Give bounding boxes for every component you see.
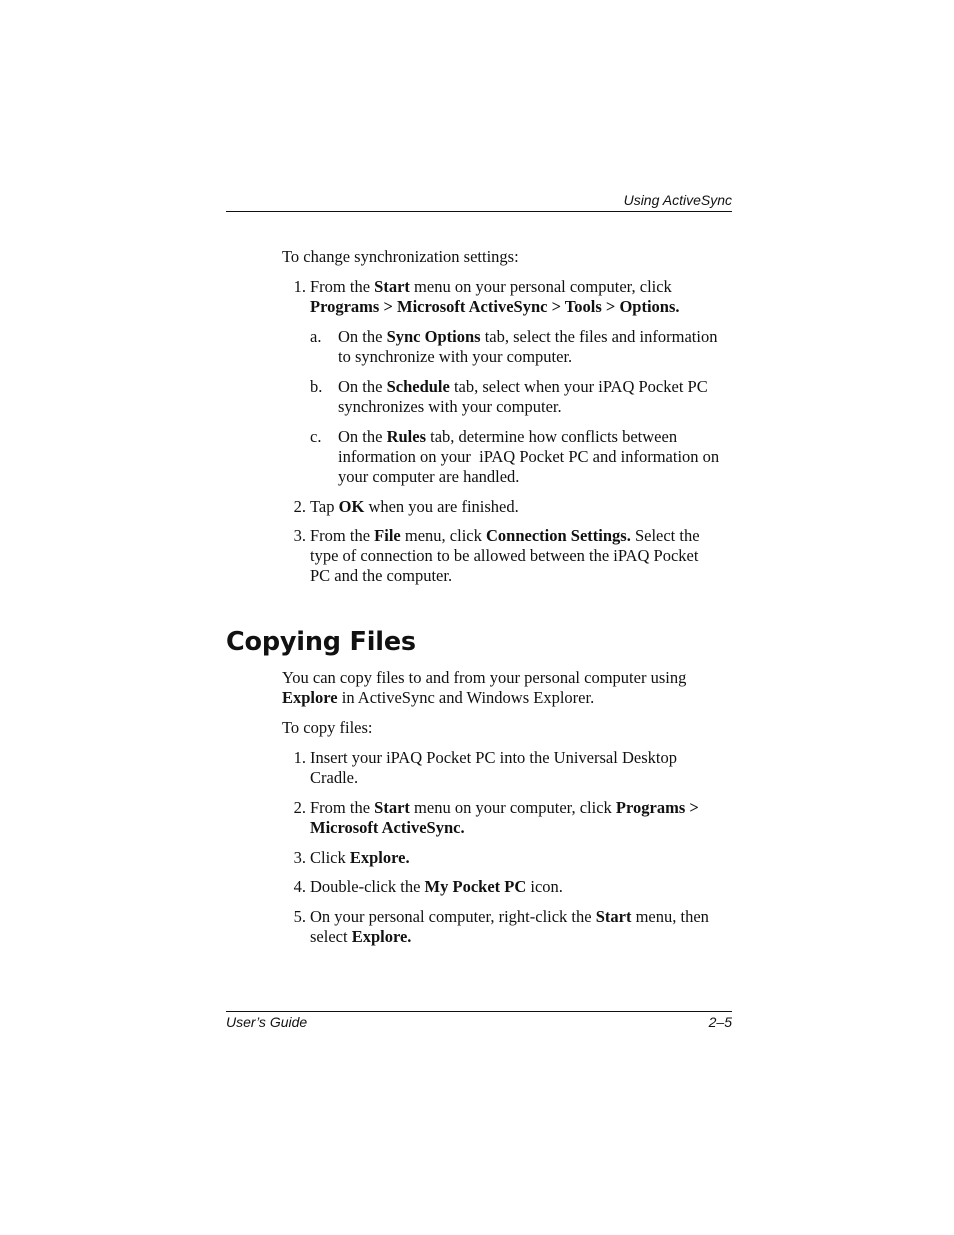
sync-step-1c [310,427,734,487]
step-number: 3. [293,526,306,545]
step-text-part: Select the [630,526,700,545]
step-text-part: Tap [310,497,339,516]
substep-text-line: synchronizes with your computer. [338,397,562,416]
copying-lead-text: To copy files: [282,718,373,737]
menu-item-connection-settings: Connection Settings. [485,526,631,545]
paragraph-text-part: in ActiveSync and Windows Explorer. [337,688,595,707]
step-text-part: select [310,927,352,946]
substep-text-line: information on your iPAQ Pocket PC and information on [338,447,720,466]
tab-name-rules: Rules [386,427,426,446]
sync-step-1 [282,277,734,317]
step-text-part: From the [310,526,375,545]
copying-lead-paragraph [282,718,734,738]
step-text-part: On your personal computer, right-click the [310,907,596,926]
step-text [310,798,699,838]
substep-text-part: On the [338,327,387,346]
step-text-part: From the [310,798,375,817]
substep-text [338,327,717,367]
header-rule [226,211,732,212]
menu-name-start: Start [374,277,410,296]
copy-step-5 [282,907,734,947]
menu-path: Programs > Microsoft ActiveSync > Tools > Options. [310,297,680,316]
command-name-explore: Explore [282,688,338,707]
step-text-line: PC and the computer. [310,566,453,585]
step-text [310,497,519,517]
step-text-part: menu, click [400,526,486,545]
copy-step-3 [282,848,734,868]
step-text-part: menu, then [631,907,709,926]
copying-intro-paragraph [282,668,734,708]
substep-text-part: On the [338,377,387,396]
tab-name-schedule: Schedule [386,377,450,396]
sync-intro-text: To change synchronization settings: [282,247,519,266]
menu-name-start: Start [595,907,632,926]
section-heading-copying-files: Copying Files [226,627,416,657]
step-text-line: Insert your iPAQ Pocket PC into the Universal Desktop [310,748,677,767]
command-name-explore: Explore. [351,927,412,946]
footer-guide-title: User’s Guide [226,1014,308,1030]
step-text-line: type of connection to be allowed between the iPAQ Pocket [310,546,699,565]
step-text-part: Click [310,848,350,867]
sync-step-1a [310,327,734,367]
substep-letter: a. [310,327,322,346]
step-number: 3. [293,848,306,867]
substep-text-line: to synchronize with your computer. [338,347,573,366]
substep-text-part: tab, select the files and information [480,327,718,346]
sync-intro-paragraph [282,247,734,267]
step-text [310,277,680,317]
copy-step-4 [282,877,734,897]
footer-page-number: 2–5 [708,1014,732,1030]
substep-text [338,377,708,417]
sync-step-3 [282,526,734,586]
command-name-explore: Explore. [349,848,410,867]
copy-step-2 [282,798,734,838]
icon-name-my-pocket-pc: My Pocket PC [424,877,527,896]
tab-name-sync-options: Sync Options [386,327,481,346]
step-text-line: Cradle. [310,768,359,787]
step-text [310,877,563,897]
step-text [310,526,700,586]
step-number: 2. [293,798,306,817]
step-text-part: Double-click the [310,877,425,896]
substep-letter: b. [310,377,323,396]
sync-step-2 [282,497,734,517]
step-text-part: From the [310,277,375,296]
copy-step-1 [282,748,734,788]
button-name-ok: OK [338,497,365,516]
substep-text-part: tab, determine how conflicts between [426,427,678,446]
menu-name-file: File [374,526,401,545]
substep-text [338,427,719,487]
menu-item-microsoft-activesync: Microsoft ActiveSync. [310,818,465,837]
step-number: 5. [293,907,306,926]
step-text-part: icon. [526,877,563,896]
substep-letter: c. [310,427,322,446]
running-header-title: Using ActiveSync [623,192,732,208]
step-text-part: menu on your personal computer, click [409,277,672,296]
menu-name-programs: Programs > [615,798,699,817]
step-text-part: when you are finished. [364,497,519,516]
step-number: 1. [293,748,306,767]
step-number: 1. [293,277,306,296]
step-text [310,848,410,868]
step-text [310,907,709,947]
step-number: 4. [293,877,306,896]
paragraph-line: You can copy files to and from your personal computer using [282,668,687,687]
step-text-part: menu on your computer, click [409,798,616,817]
step-number: 2. [293,497,306,516]
substep-text-part: tab, select when your iPAQ Pocket PC [449,377,708,396]
substep-text-line: your computer are handled. [338,467,520,486]
substep-text-part: On the [338,427,387,446]
menu-name-start: Start [374,798,410,817]
step-text [310,748,677,788]
sync-step-1b [310,377,734,417]
